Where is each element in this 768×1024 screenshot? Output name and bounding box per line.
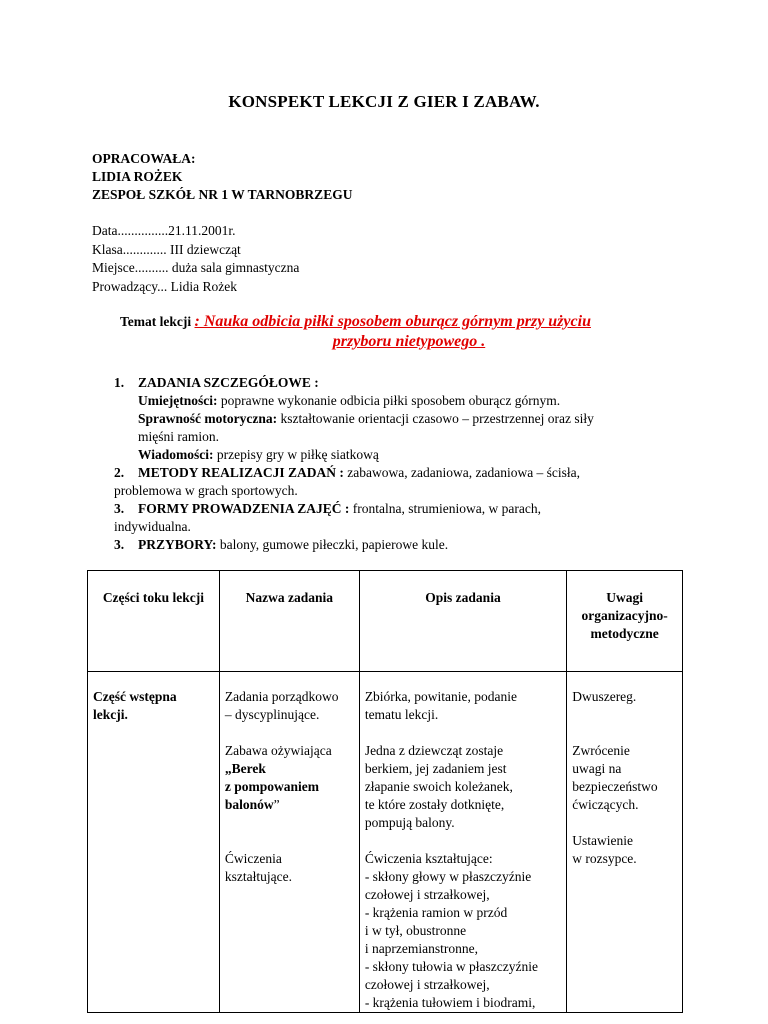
meta-teacher: Prowadzący... Lidia Rożek <box>92 278 237 294</box>
topic-label: Temat lekcji <box>120 314 192 329</box>
goal-motor-cont: mięśni ramion. <box>138 429 219 444</box>
task-item-equipment: 3. PRZYBORY: balony, gumowe piłeczki, papierowe kule. <box>114 537 449 552</box>
task-title: ZADANIA SZCZEGÓŁOWE : <box>138 375 319 390</box>
task-number: 1. <box>114 375 125 390</box>
author-label: OPRACOWAŁA: <box>92 151 196 166</box>
cell-task-names: Zadania porządkowo – dyscyplinujące. Zabawa ożywiająca „Berek z pompowaniem balonów” Ćwiczenia kształtujące. <box>219 672 359 1013</box>
meta-date: Data...............21.11.2001r. <box>92 223 236 238</box>
lesson-table <box>87 570 683 1013</box>
goal-motor: Sprawność motoryczna: kształtowanie orientacji czasowo – przestrzennej oraz siły <box>138 411 594 426</box>
task-list <box>114 374 634 554</box>
header-task-name: Nazwa zadania <box>219 571 359 672</box>
author-block <box>92 150 352 204</box>
header-notes: Uwagi organizacyjno- metodyczne <box>567 571 683 672</box>
author-school: ZESPOŁ SZKÓŁ NR 1 W TARNOBRZEGU <box>92 187 353 202</box>
methods-cont: problemowa w grach sportowych. <box>114 483 298 498</box>
cell-notes: Dwuszereg. Zwrócenie uwagi na bezpieczeństwo ćwiczących. Ustawienie w rozsypce. <box>567 672 683 1013</box>
document-title: KONSPEKT LEKCJI Z GIER I ZABAW. <box>228 92 540 111</box>
topic-line-1: : Nauka odbicia piłki sposobem oburącz górnym przy użyciu <box>194 313 591 330</box>
task-item-forms: 3. FORMY PROWADZENIA ZAJĘĆ : frontalna, strumieniowa, w parach, <box>114 501 541 516</box>
author-name: LIDIA ROŻEK <box>92 169 183 184</box>
meta-class: Klasa............. III dziewcząt <box>92 241 241 257</box>
goal-skill: Umiejętności: poprawne wykonanie odbicia piłki sposobem oburącz górnym. <box>138 393 561 408</box>
lesson-meta <box>92 222 299 296</box>
cell-part: Część wstępna lekcji. <box>88 672 220 1013</box>
meta-place: Miejsce.......... duża sala gimnastyczna <box>92 260 300 275</box>
forms-cont: indywidualna. <box>114 519 191 534</box>
cell-task-descriptions: Zbiórka, powitanie, podanie tematu lekcji. Jedna z dziewcząt zostaje berkiem, jej zadaniem jest złapanie swoich koleżanek, te które zostały dotknięte, pompują balony. Ćwiczenia kształtujące: - skłony głowy w płaszczyźnie czołowej i strzałkowej, - krążenia ramion w przód i w tył, obustronne i naprzemianstronne, - skłony tułowia w płaszczyźnie czołowej i strzałkowej, - krążenia tułowiem i biodrami, <box>359 672 566 1013</box>
table-header-row <box>88 571 683 672</box>
task-item-goals <box>114 374 634 392</box>
header-task-desc: Opis zadania <box>359 571 566 672</box>
goal-knowledge: Wiadomości: przepisy gry w piłkę siatkową <box>138 447 379 462</box>
task-item-methods: 2. METODY REALIZACJI ZADAŃ : zabawowa, zadaniowa, zadaniowa – ścisła, <box>114 465 581 480</box>
table-row <box>88 672 683 1013</box>
header-parts: Części toku lekcji <box>88 571 220 672</box>
topic-line-2: przyboru nietypowego . <box>332 333 486 350</box>
lesson-topic <box>120 312 680 352</box>
